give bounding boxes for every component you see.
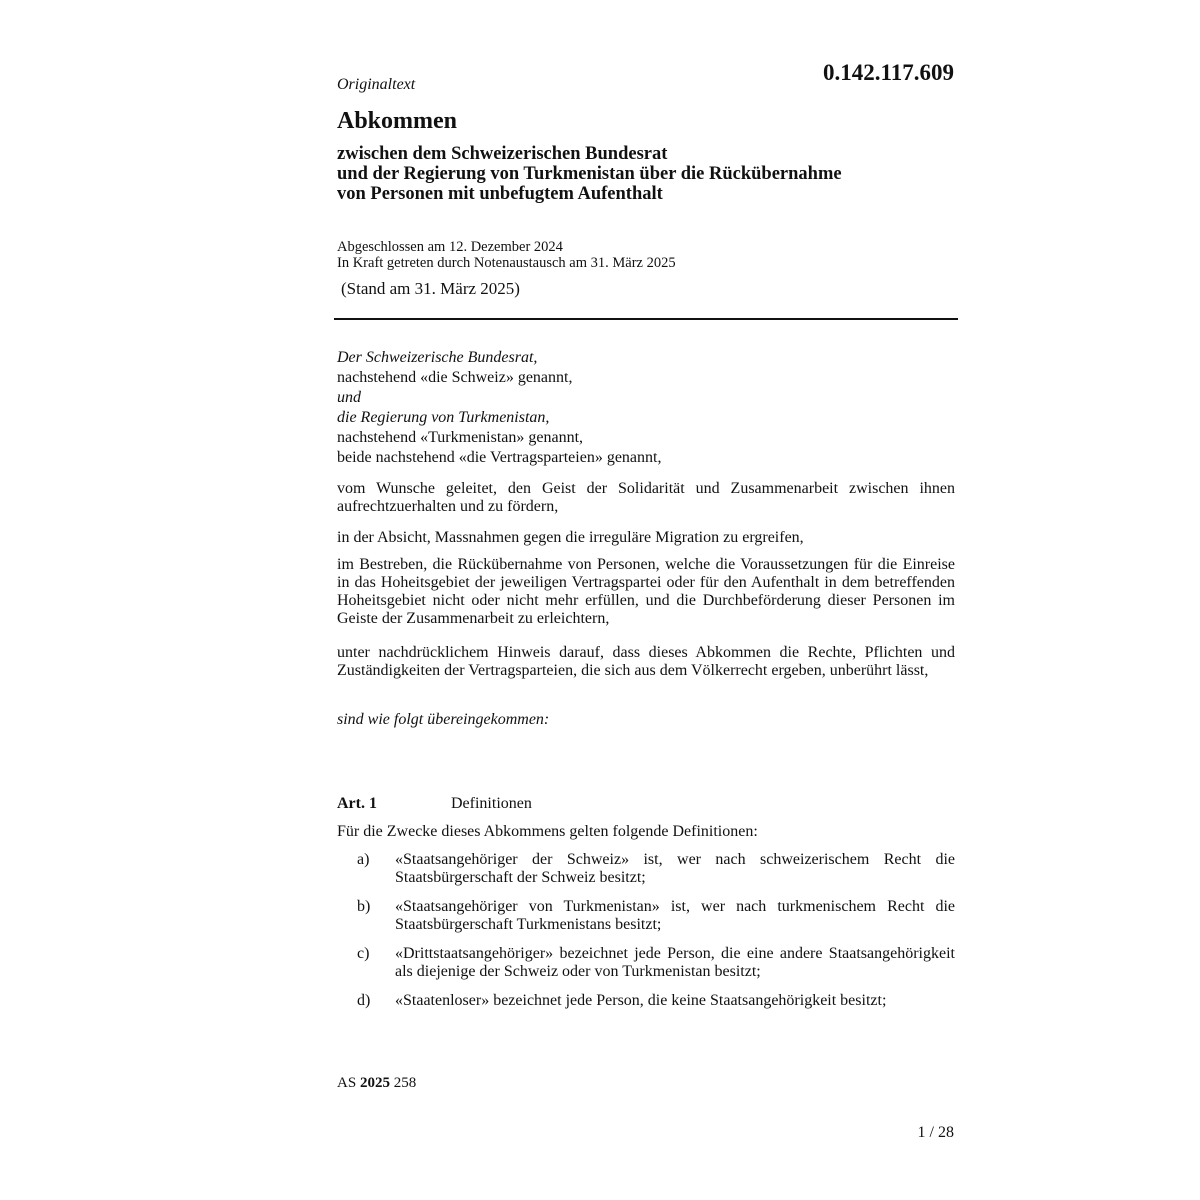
subtitle-line: und der Regierung von Turkmenistan über die Rückübernahme: [337, 164, 842, 184]
status-date: (Stand am 31. März 2025): [341, 279, 520, 298]
definition-list: [337, 851, 955, 1021]
concluded-date: Abgeschlossen am 12. Dezember 2024: [337, 239, 563, 255]
parties-alias: beide nachstehend «die Vertragsparteien» genannt,: [337, 449, 662, 466]
document-title: Abkommen: [337, 108, 458, 134]
list-item-label: b): [357, 898, 371, 915]
list-item: [337, 945, 955, 981]
party-one-alias: nachstehend «die Schweiz» genannt,: [337, 369, 573, 386]
party-one: Der Schweizerische Bundesrat,: [337, 349, 538, 366]
article-number: Art. 1: [337, 795, 377, 812]
preamble-paragraph: in der Absicht, Massnahmen gegen die irreguläre Migration zu ergreifen,: [337, 529, 804, 546]
preamble-paragraph: im Bestreben, die Rückübernahme von Personen, welche die Voraussetzungen für die Einreise in das Hoheitsgebiet der jeweiligen Vertragspartei oder für den Aufenthalt in dem betreffenden Hoheitsgebiet nicht oder nicht mehr erfüllen, und die Durchbeförderung dieser Personen im Geiste der Zusammenarbeit zu erleichtern,: [337, 556, 955, 627]
article-title: Definitionen: [451, 795, 532, 812]
subtitle-line: von Personen mit unbefugtem Aufenthalt: [337, 184, 663, 204]
as-year: 2025: [359, 1075, 390, 1091]
list-item-text: «Staatenloser» bezeichnet jede Person, die keine Staatsangehörigkeit besitzt;: [395, 992, 887, 1009]
preamble-paragraph: unter nachdrücklichem Hinweis darauf, dass dieses Abkommen die Rechte, Pflichten und Zuständigkeiten der Vertragsparteien, die sich aus dem Völkerrecht ergeben, unberührt lässt,: [337, 644, 955, 679]
list-item-label: a): [357, 851, 370, 868]
list-item: [337, 898, 955, 934]
preamble-parties: [337, 348, 661, 468]
list-item-text: «Staatsangehöriger der Schweiz» ist, wer nach schweizerischem Recht die Staatsbürgerschaft der Schweiz besitzt;: [395, 851, 955, 886]
sr-number: 0.142.117.609: [823, 60, 954, 85]
party-two: die Regierung von Turkmenistan,: [337, 409, 550, 426]
official-compilation-reference: [337, 1075, 416, 1092]
list-item-label: c): [357, 945, 370, 962]
party-two-alias: nachstehend «Turkmenistan» genannt,: [337, 429, 584, 446]
agreement-clause: sind wie folgt übereingekommen:: [337, 711, 550, 728]
original-text-label: Originaltext: [337, 76, 416, 93]
list-item-label: d): [357, 992, 371, 1009]
list-item: [337, 851, 955, 887]
page-number: 1 / 28: [917, 1124, 954, 1141]
as-prefix: AS: [337, 1075, 357, 1091]
date-info: [337, 239, 676, 271]
list-item: [337, 992, 955, 1010]
header-divider: [334, 318, 958, 320]
subtitle-line: zwischen dem Schweizerischen Bundesrat: [337, 144, 668, 164]
in-force-date: In Kraft getreten durch Notenaustausch am 31. März 2025: [337, 255, 676, 271]
article-intro: Für die Zwecke dieses Abkommens gelten folgende Definitionen:: [337, 823, 758, 840]
as-page: 258: [393, 1075, 417, 1091]
list-item-text: «Drittstaatsangehöriger» bezeichnet jede Person, die eine andere Staatsangehörigkeit als diejenige der Schweiz oder von Turkmenistan besitzt;: [395, 945, 955, 980]
document-subtitle: [337, 144, 842, 204]
list-item-text: «Staatsangehöriger von Turkmenistan» ist, wer nach turkmenischem Recht die Staatsbürgerschaft Turkmenistans besitzt;: [395, 898, 955, 933]
article-heading: [337, 795, 532, 813]
conjunction: und: [337, 389, 361, 406]
preamble-paragraph: vom Wunsche geleitet, den Geist der Solidarität und Zusammenarbeit zwischen ihnen aufrechtzuerhalten und zu fördern,: [337, 480, 955, 515]
